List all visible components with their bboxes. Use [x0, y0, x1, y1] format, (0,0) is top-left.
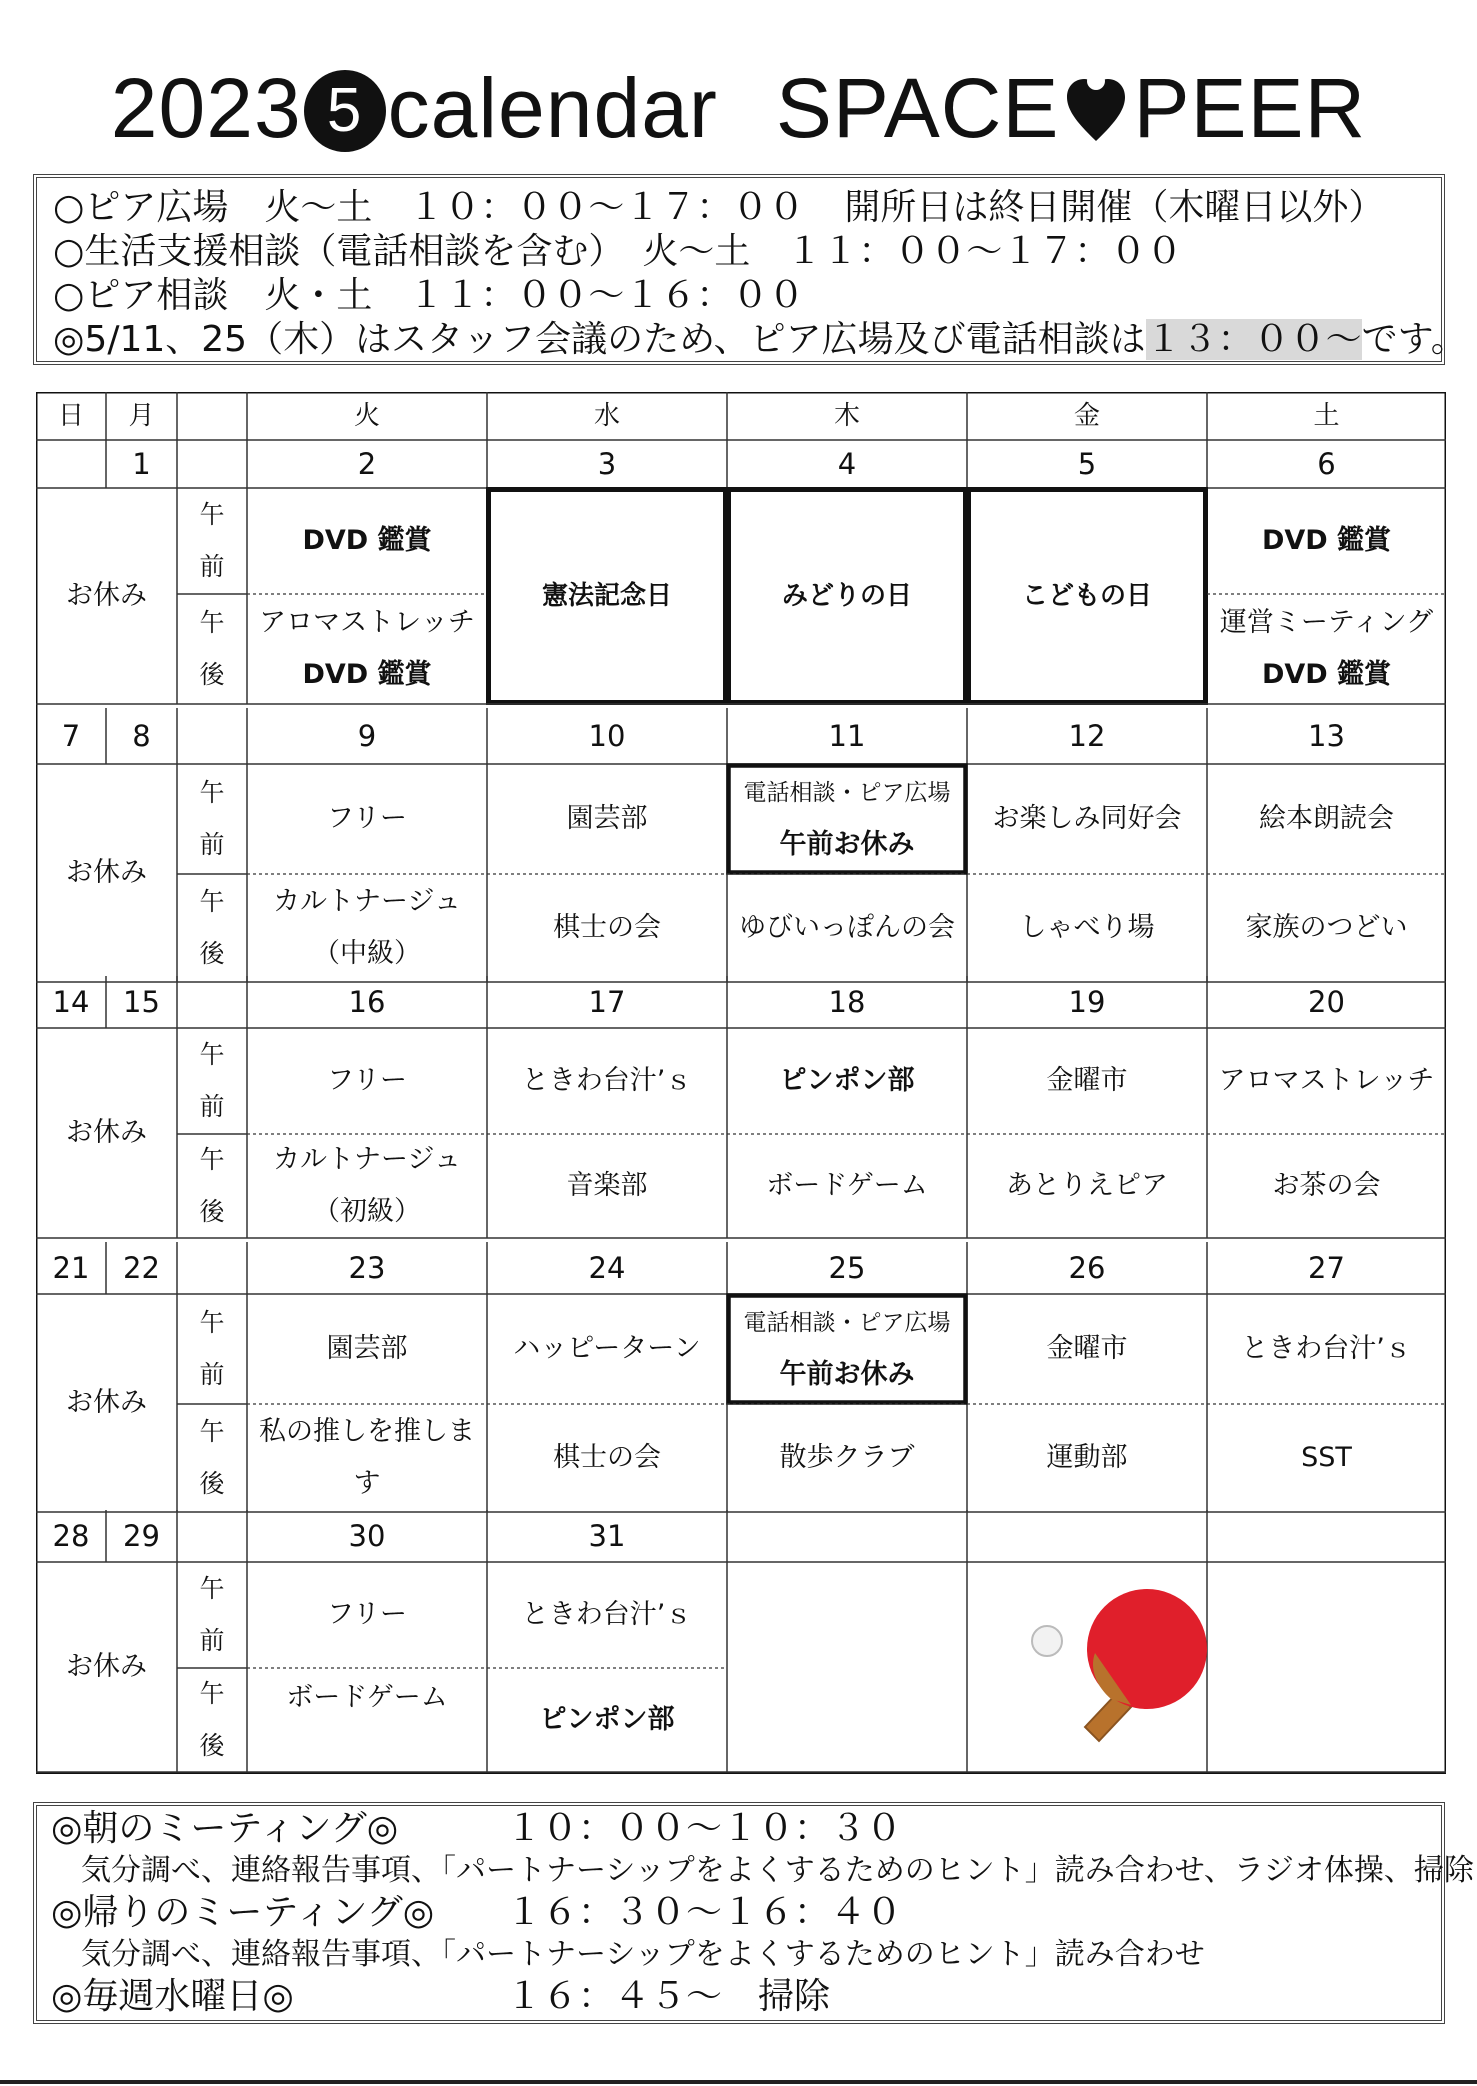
circled-five-icon: 5	[304, 70, 386, 152]
activity-text: 運営ミーティング	[1219, 607, 1434, 638]
weekday-header-4	[487, 392, 727, 440]
am-activity-wed	[487, 1294, 727, 1404]
closed-label	[36, 488, 177, 704]
am-activity-wed	[487, 764, 727, 874]
closed-label	[36, 1294, 177, 1512]
date-sun	[36, 440, 106, 488]
activity-text: 金曜市	[1046, 1065, 1128, 1096]
date-number: 3	[597, 447, 617, 481]
closed-text: お休み	[66, 1651, 147, 1682]
date-number: 28	[52, 1519, 90, 1553]
am-activity-thu	[727, 1294, 967, 1404]
pm-char: 午	[199, 1679, 225, 1708]
activity-text: 園芸部	[566, 803, 648, 834]
date-tue	[247, 1510, 487, 1562]
holiday-name: こどもの日	[1021, 581, 1152, 611]
date-number: 16	[348, 985, 386, 1019]
pm-char: 午	[199, 887, 225, 916]
date-number: 31	[588, 1519, 626, 1553]
date-number: 14	[52, 985, 90, 1019]
am-activity-sat	[1207, 1294, 1446, 1404]
date-number: 2	[357, 447, 377, 481]
closed-text: お休み	[66, 857, 147, 888]
morning-meeting: ◎朝のミーティング◎ １０：００～１０：３０	[51, 1808, 903, 1849]
date-thu	[727, 708, 967, 764]
am-activity-thu	[727, 764, 967, 874]
pm-activity-sat	[1207, 874, 1446, 982]
info-line-1: ○ピア広場 火～土 １０：００～１７：００ 開所日は終日開催（木曜日以外）	[53, 187, 1385, 228]
date-mon	[106, 1510, 177, 1562]
date-wed	[487, 976, 727, 1028]
activity-text: カルトナージュ	[273, 886, 461, 917]
date-wed	[487, 1242, 727, 1294]
activity-text: 家族のつどい	[1245, 912, 1408, 943]
date-sat	[1207, 1510, 1446, 1562]
weekday-label: 水	[593, 401, 620, 431]
am-char: 午	[199, 778, 225, 807]
date-tue	[247, 440, 487, 488]
date-number: 18	[828, 985, 866, 1019]
holiday-fri	[967, 488, 1207, 704]
am-activity-wed	[487, 1028, 727, 1134]
info-line-4: ◎5/11、25（木）はスタッフ会議のため、ピア広場及び電話相談は１３：００～です。	[53, 319, 1467, 360]
pm-marker	[177, 1668, 247, 1772]
activity-text: DVD 鑑賞	[302, 659, 432, 690]
date-number: 24	[588, 1251, 626, 1285]
activity-text: 散歩クラブ	[779, 1442, 915, 1473]
pm-activity-sat	[1207, 1134, 1446, 1238]
closed-label	[36, 764, 177, 982]
date-thu	[727, 976, 967, 1028]
date-number: 27	[1308, 1251, 1345, 1285]
am-marker	[177, 1294, 247, 1404]
date-number: 4	[837, 447, 857, 481]
pm-marker	[177, 1404, 247, 1512]
date-fri	[967, 440, 1207, 488]
date-number: 20	[1308, 985, 1345, 1019]
activity-text: ゆびいっぽんの会	[739, 912, 955, 943]
date-number: 15	[123, 985, 160, 1019]
date-number: 6	[1317, 447, 1336, 481]
activity-text: ハッピーターン	[513, 1333, 701, 1364]
pm-activity-fri	[967, 1134, 1207, 1238]
date-number: 23	[348, 1251, 386, 1285]
date-fri	[967, 1510, 1207, 1562]
highlight-time: １３：００～	[1145, 319, 1362, 360]
date-wed	[487, 708, 727, 764]
date-number: 10	[588, 719, 626, 753]
bottom-rule	[0, 2080, 1477, 2084]
pm-activity-fri	[967, 1404, 1207, 1512]
date-number: 21	[52, 1251, 90, 1285]
activity-text: カルトナージュ	[273, 1144, 461, 1175]
date-mon	[106, 976, 177, 1028]
pm-activity-tue	[247, 1668, 487, 1772]
weekday-header-3	[247, 392, 487, 440]
am-activity-thu	[727, 1028, 967, 1134]
activity-text: DVD 鑑賞	[302, 525, 432, 556]
am-char: 午	[199, 1308, 225, 1337]
weekday-label: 土	[1313, 401, 1340, 431]
return-meeting-desc: 気分調べ、連絡報告事項、「パートナーシップをよくするためのヒント」読み合わせ	[81, 1937, 1205, 1972]
activity-text: フリー	[327, 1065, 407, 1096]
am-activity-fri	[967, 1028, 1207, 1134]
am-char: 前	[199, 830, 225, 859]
activity-text: 私の推しを推しま	[259, 1416, 475, 1447]
return-meeting: ◎帰りのミーティング◎ １６：３０～１６：４０	[51, 1892, 903, 1933]
ping-pong-illustration	[727, 1562, 1446, 1772]
weekday-label: 金	[1073, 401, 1100, 431]
date-number: 29	[123, 1519, 160, 1553]
holiday-name: みどりの日	[781, 581, 912, 611]
holiday-thu	[727, 488, 967, 704]
pm-char: 午	[199, 1417, 225, 1446]
am-activity-sat	[1207, 764, 1446, 874]
date-mon	[106, 1242, 177, 1294]
pm-activity-tue	[247, 874, 487, 982]
morning-meeting-desc: 気分調べ、連絡報告事項、「パートナーシップをよくするためのヒント」読み合わせ、ラジオ体操、掃除	[81, 1853, 1474, 1888]
date-number: 1	[132, 447, 151, 481]
activity-text: お楽しみ同好会	[992, 803, 1182, 834]
activity-text: 棋士の会	[553, 912, 661, 943]
holiday-wed	[487, 488, 727, 704]
am-char: 前	[199, 1360, 225, 1389]
am-activity-fri	[967, 764, 1207, 874]
brand-peer: PEER	[1133, 61, 1367, 155]
date-number: 11	[828, 719, 866, 753]
weekday-label: 木	[833, 401, 860, 431]
date-number: 13	[1308, 719, 1345, 753]
weekday-header-0	[36, 392, 106, 440]
date-sat	[1207, 708, 1446, 764]
activity-text: （中級）	[313, 938, 421, 969]
am-activity-tue	[247, 764, 487, 874]
activity-text: ボードゲーム	[286, 1682, 448, 1713]
am-closed: 午前お休み	[779, 829, 915, 860]
activity-text: アロマストレッチ	[1218, 1065, 1435, 1096]
date-mon	[106, 440, 177, 488]
activity-text: DVD 鑑賞	[1261, 525, 1392, 556]
pm-char: 後	[199, 1731, 225, 1760]
ping-pong-paddle-icon	[1019, 1577, 1219, 1757]
activity-text: ボードゲーム	[766, 1170, 928, 1201]
am-note: 電話相談・ピア広場	[743, 780, 951, 806]
date-number: 5	[1077, 447, 1097, 481]
closed-label	[36, 1028, 177, 1238]
pm-marker	[177, 874, 247, 982]
date-sun	[36, 1510, 106, 1562]
brand-space: SPACE	[775, 61, 1060, 155]
am-char: 前	[199, 1092, 225, 1121]
am-marker	[177, 1562, 247, 1668]
holiday-name: 憲法記念日	[541, 581, 672, 611]
am-char: 午	[199, 500, 225, 529]
activity-text: す	[353, 1468, 381, 1499]
activity-text: （初級）	[313, 1196, 421, 1227]
activity-text: しゃべり場	[1019, 912, 1155, 943]
pm-activity-wed	[487, 874, 727, 982]
date-tue	[247, 976, 487, 1028]
calendar-table	[36, 392, 1446, 1774]
activity-text: ときわ台汁’ｓ	[521, 1599, 693, 1630]
am-activity-sat	[1207, 488, 1446, 594]
date-fri	[967, 1242, 1207, 1294]
heart-spade-icon	[1065, 71, 1127, 143]
activity-text: 音楽部	[566, 1170, 648, 1201]
am-activity-wed	[487, 1562, 727, 1668]
activity-text: ときわ台汁’ｓ	[521, 1065, 693, 1096]
info-line-3: ○ピア相談 火・土 １１：００～１６：００	[53, 275, 805, 316]
pm-activity-wed	[487, 1668, 727, 1772]
date-sun	[36, 976, 106, 1028]
weekday-label: 日	[57, 401, 84, 431]
activity-text: ピンポン部	[779, 1065, 915, 1096]
am-char: 午	[199, 1040, 225, 1069]
date-sat	[1207, 976, 1446, 1028]
date-tue	[247, 708, 487, 764]
pm-marker	[177, 594, 247, 704]
pm-activity-tue	[247, 1134, 487, 1238]
pm-marker	[177, 1134, 247, 1238]
weekday-label: 月	[128, 401, 155, 431]
activity-text: SST	[1301, 1442, 1352, 1473]
am-char: 前	[199, 552, 225, 581]
weekday-header-1	[106, 392, 177, 440]
page-title	[0, 58, 1477, 158]
activity-text: 園芸部	[326, 1333, 408, 1364]
am-marker	[177, 488, 247, 594]
date-fri	[967, 976, 1207, 1028]
pm-char: 午	[199, 1145, 225, 1174]
closed-text: お休み	[66, 1117, 147, 1148]
am-activity-tue	[247, 488, 487, 594]
closed-text: お休み	[66, 1387, 147, 1418]
date-number: 7	[61, 719, 81, 753]
weekday-label: 火	[353, 401, 380, 431]
weekday-header-6	[967, 392, 1207, 440]
title-word: calendar	[387, 61, 718, 155]
activity-text: お茶の会	[1272, 1170, 1381, 1201]
pm-char: 後	[199, 1469, 225, 1498]
date-wed	[487, 1510, 727, 1562]
pm-activity-tue	[247, 1404, 487, 1512]
pm-activity-thu	[727, 1134, 967, 1238]
am-activity-fri	[967, 1294, 1207, 1404]
date-number: 30	[348, 1519, 386, 1553]
am-closed: 午前お休み	[779, 1359, 915, 1390]
pm-activity-fri	[967, 874, 1207, 982]
weekday-header-2	[177, 392, 247, 440]
activity-text: 絵本朗読会	[1259, 803, 1394, 834]
date-sat	[1207, 1242, 1446, 1294]
date-number: 12	[1068, 719, 1106, 753]
activity-text: フリー	[327, 803, 407, 834]
date-tue	[247, 1242, 487, 1294]
date-number: 9	[357, 719, 377, 753]
footer-box	[33, 1802, 1474, 2024]
activity-text: 棋士の会	[553, 1442, 661, 1473]
pm-activity-sat	[1207, 594, 1446, 704]
pm-char: 後	[199, 1197, 225, 1226]
date-number: 19	[1068, 985, 1106, 1019]
pm-activity-wed	[487, 1404, 727, 1512]
activity-text: あとりえピア	[1006, 1170, 1168, 1201]
activity-text: フリー	[327, 1599, 407, 1630]
date-wed	[487, 440, 727, 488]
pm-activity-sat	[1207, 1404, 1446, 1512]
weekday-header-7	[1207, 392, 1446, 440]
am-marker	[177, 1028, 247, 1134]
activity-text: DVD 鑑賞	[1261, 659, 1392, 690]
activity-text: ピンポン部	[539, 1704, 675, 1735]
pm-activity-thu	[727, 1404, 967, 1512]
date-sun	[36, 1242, 106, 1294]
activity-text: 金曜市	[1046, 1333, 1128, 1364]
pm-char: 後	[199, 939, 225, 968]
pm-char: 後	[199, 660, 225, 689]
wednesday-cleaning: ◎毎週水曜日◎ １６：４５～ 掃除	[51, 1976, 831, 2017]
closed-label	[36, 1562, 177, 1772]
activity-text: ときわ台汁’ｓ	[1241, 1333, 1412, 1364]
date-number: 17	[588, 985, 626, 1019]
am-activity-tue	[247, 1028, 487, 1134]
weekday-header-5	[727, 392, 967, 440]
activity-text: 運動部	[1046, 1442, 1128, 1473]
am-char: 前	[199, 1626, 225, 1655]
pm-activity-tue	[247, 594, 487, 704]
date-sun	[36, 708, 106, 764]
date-thu	[727, 1242, 967, 1294]
date-sat	[1207, 440, 1446, 488]
pm-activity-thu	[727, 874, 967, 982]
pm-activity-wed	[487, 1134, 727, 1238]
info-line-2: ○生活支援相談（電話相談を含む） 火～土 １１：００～１７：００	[53, 231, 1183, 272]
activity-text: アロマストレッチ	[259, 607, 475, 638]
date-number: 25	[828, 1251, 866, 1285]
info-box	[33, 174, 1467, 365]
closed-text: お休み	[66, 580, 147, 611]
am-activity-tue	[247, 1562, 487, 1668]
date-thu	[727, 440, 967, 488]
am-marker	[177, 764, 247, 874]
date-number: 26	[1068, 1251, 1106, 1285]
am-activity-sat	[1207, 1028, 1446, 1134]
date-mon	[106, 708, 177, 764]
date-fri	[967, 708, 1207, 764]
am-note: 電話相談・ピア広場	[743, 1310, 951, 1336]
date-thu	[727, 1510, 967, 1562]
date-number: 22	[123, 1251, 160, 1285]
pm-char: 午	[199, 608, 225, 637]
title-year: 2023	[110, 61, 302, 155]
am-activity-tue	[247, 1294, 487, 1404]
am-char: 午	[199, 1574, 225, 1603]
date-number: 8	[132, 719, 151, 753]
